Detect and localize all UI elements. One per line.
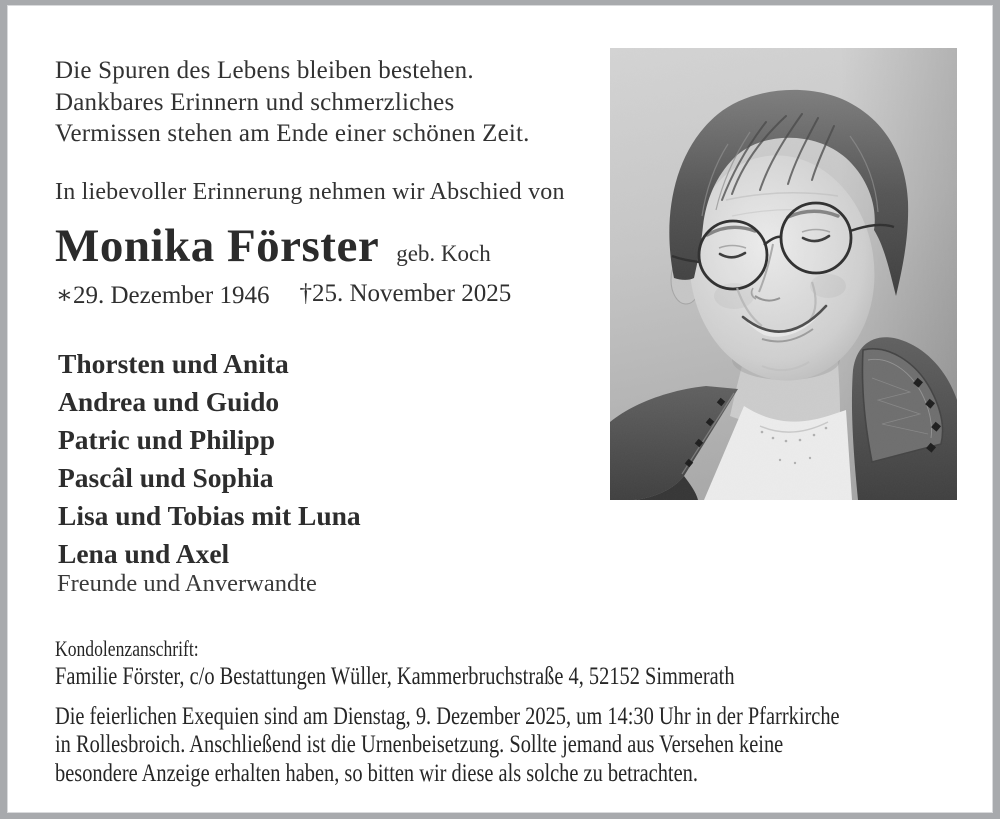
- deceased-name-row: [55, 219, 491, 273]
- death-date: †25. November 2025: [299, 280, 512, 307]
- verse-line: Vermissen stehen am Ende einer schönen Zeit.: [55, 120, 530, 147]
- intro-line: In liebevoller Erinnerung nehmen wir Abschied von: [55, 179, 565, 205]
- verse-line: Die Spuren des Lebens bleiben bestehen.: [55, 57, 474, 84]
- condolence-address: [55, 661, 904, 691]
- condolence-address-text: Familie Förster, c/o Bestattungen Wüller, Kammerbruchstraße 4, 52152 Simmerath: [55, 661, 735, 690]
- obituary-page: [7, 5, 993, 813]
- mourners-extra: Freunde und Anverwandte: [57, 570, 317, 597]
- service-info-line: Die feierlichen Exequien sind am Dienstag, 9. Dezember 2025, um 14:30 Uhr in der Pfarrkirche: [55, 701, 840, 730]
- service-information: [55, 702, 1000, 787]
- verse-line: Dankbares Erinnern und schmerzliches: [55, 88, 455, 116]
- mourner-name: Thorsten und Anita: [58, 348, 289, 379]
- mourner-name: Lena und Axel: [58, 538, 230, 569]
- condolence-label-text: Kondolenzanschrift:: [55, 636, 199, 661]
- mourner-name: Lisa und Tobias mit Luna: [58, 500, 361, 531]
- memorial-verse: [55, 55, 530, 150]
- deceased-name: Monika Förster: [55, 220, 380, 272]
- maiden-name: geb. Koch: [396, 241, 491, 266]
- service-info-line: besondere Anzeige erhalten haben, so bitten wir diese als solche zu betrachten.: [55, 757, 698, 787]
- service-info-line: in Rollesbroich. Anschließend ist die Urnenbeisetzung. Sollte jemand aus Versehen keine: [55, 729, 784, 759]
- life-dates: [56, 280, 511, 310]
- mourners-list: [58, 345, 361, 573]
- birth-date: ∗29. Dezember 1946: [56, 282, 270, 309]
- portrait-photo: [610, 48, 957, 500]
- portrait-photo-image: [610, 48, 957, 500]
- mourner-name: Pascâl und Sophia: [58, 462, 274, 493]
- mourner-name: Patric und Philipp: [58, 424, 275, 455]
- mourner-name: Andrea und Guido: [58, 386, 280, 417]
- condolence-label: [55, 636, 235, 662]
